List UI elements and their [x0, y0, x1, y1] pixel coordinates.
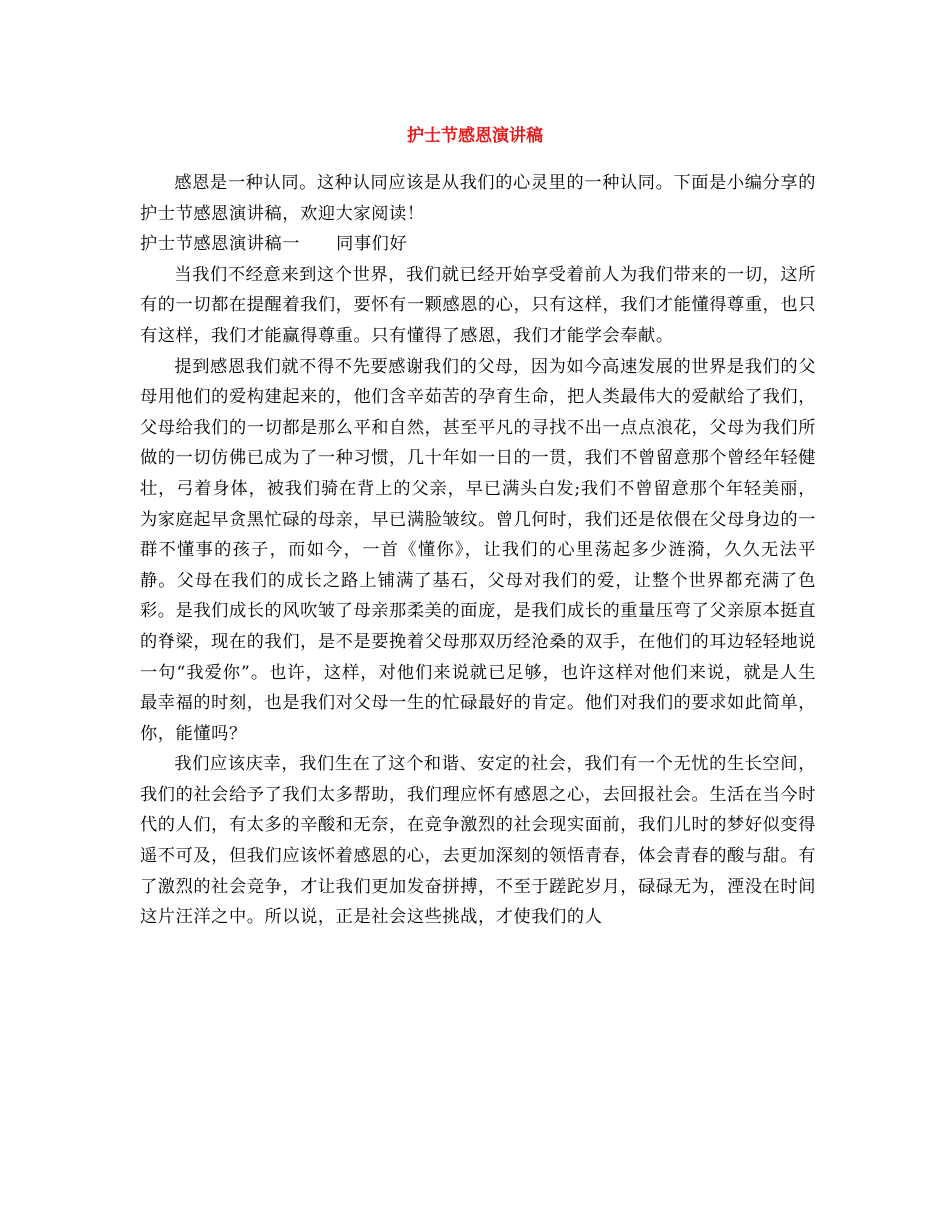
section-heading: 护士节感恩演讲稿一: [140, 234, 301, 255]
body-paragraph-3: 我们应该庆幸，我们生在了这个和谐、安定的社会，我们有一个无忧的生长空间，我们的社会给予了我们太多帮助，我们理应怀有感恩之心，去回报社会。生活在当今时代的人们，有太多的辛酸和无奈，在竞争激烈的社会现实面前，我们儿时的梦好似变得遥不可及，但我们应该怀着感恩的心，去更加深刻的领悟青春，体会青春的酸与甜。有了激烈的社会竞争，才让我们更加发奋拼搏，不至于蹉跎岁月，碌碌无为，湮没在时间这片汪洋之中。所以说，正是社会这些挑战，才使我们的人: [140, 754, 816, 928]
greeting: 同事们好: [336, 234, 408, 255]
intro-paragraph: 感恩是一种认同。这种认同应该是从我们的心灵里的一种认同。下面是小编分享的护士节感恩演讲稿，欢迎大家阅读！: [140, 173, 816, 224]
body-paragraph-2: 提到感恩我们就不得不先要感谢我们的父母，因为如今高速发展的世界是我们的父母用他们的爱构建起来的，他们含辛茹苦的孕育生命，把人类最伟大的爱献给了我们，父母给我们的一切都是那么平和自然，甚至平凡的寻找不出一点点浪花，父母为我们所做的一切仿佛已成为了一种习惯，几十年如一日的一贯，我们不曾留意那个曾经年轻健壮，弓着身体，被我们骑在背上的父亲，早已满头白发;我们不曾留意那个年轻美丽，为家庭起早贪黑忙碌的母亲，早已满脸皱纹。曾几何时，我们还是依偎在父母身边的一群不懂事的孩子，而如今，一首《懂你》，让我们的心里荡起多少涟漪，久久无法平静。父母在我们的成长之路上铺满了基石，父母对我们的爱，让整个世界都充满了色彩。是我们成长的风吹皱了母亲那柔美的面庞，是我们成长的重量压弯了父亲原本挺直的脊梁，现在的我们，是不是要挽着父母那双历经沧桑的双手，在他们的耳边轻轻地说一句“我爱你”。也许，这样，对他们来说就已足够，也许这样对他们来说，就是人生最幸福的时刻，也是我们对父母一生的忙碌最好的肯定。他们对我们的要求如此简单，你，能懂吗？: [140, 356, 816, 744]
body-paragraph-1: 当我们不经意来到这个世界，我们就已经开始享受着前人为我们带来的一切，这所有的一切都在提醒着我们，要怀有一颗感恩的心，只有这样，我们才能懂得尊重，也只有这样，我们才能赢得尊重。只有懂得了感恩，我们才能学会奉献。: [140, 264, 816, 346]
section-heading-line: [140, 229, 816, 260]
document-title: 护士节感恩演讲稿: [407, 126, 543, 146]
document-body: [140, 160, 816, 933]
